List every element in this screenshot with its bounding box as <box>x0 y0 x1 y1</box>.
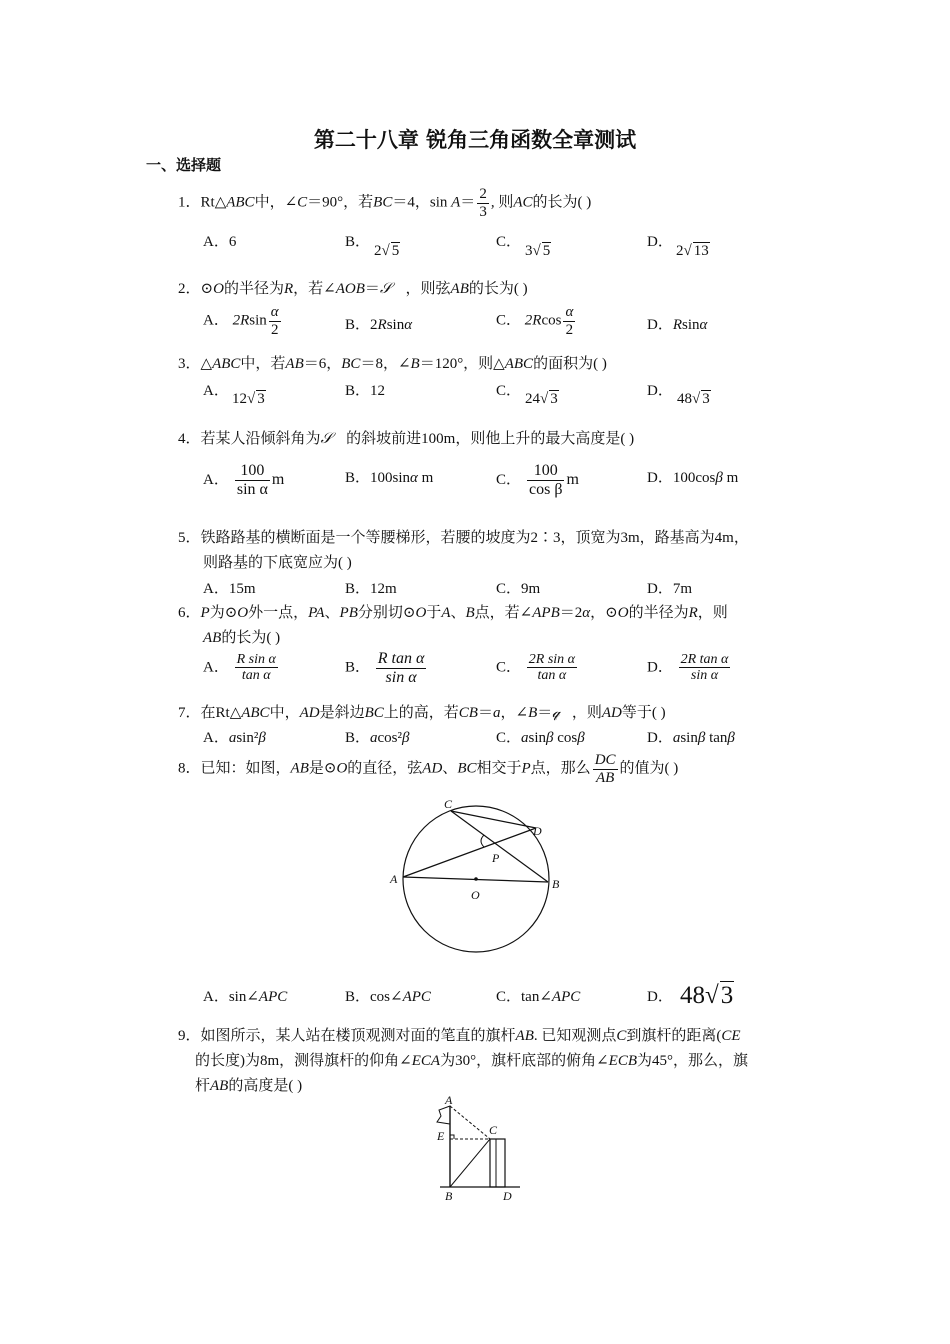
question-4 <box>178 427 634 448</box>
q3-option-c-value: 24√ 3 <box>525 391 558 407</box>
q2-opt-label: C． <box>496 312 522 329</box>
q6-var: APB <box>532 605 560 621</box>
q6-opt-fraction <box>527 652 577 684</box>
q6-text: 点，若∠ <box>474 605 533 621</box>
q4-text: 若某人沿倾斜角为 <box>200 431 321 447</box>
q6-var: P <box>200 605 210 621</box>
q8-fraction <box>593 752 618 786</box>
q7-text: 是斜边 <box>319 705 365 721</box>
q1-text: , 则 <box>490 194 514 211</box>
q6-var: B <box>465 605 475 621</box>
q7-fn: sin² <box>236 730 259 746</box>
q3-text: 的面积为( ) <box>533 356 607 372</box>
q8-option-d[interactable]: D． <box>647 989 673 1005</box>
q8-text: 、 <box>442 760 458 777</box>
q2-opt-coef: 2R <box>232 312 250 329</box>
q1-text: 中，∠ <box>254 194 298 211</box>
q7-var: ABC <box>241 705 270 721</box>
q8-number: 8． <box>178 760 201 777</box>
q2-option-c[interactable] <box>496 304 577 338</box>
section-heading: 一、选择题 <box>146 156 222 174</box>
segment-cb <box>450 1139 490 1187</box>
q4-text: 的斜坡前进100m，则他上升的最大高度是( ) <box>346 431 635 447</box>
q6-var: AB <box>203 630 222 646</box>
q5-line-2: 则路基的下底宽应为( ) <box>203 555 352 571</box>
q1-sin: sin <box>429 194 448 211</box>
question-2 <box>178 277 528 298</box>
question-6 <box>178 601 728 622</box>
radical-coef: 48 <box>677 391 692 407</box>
q2-text: ⊙ <box>200 281 214 297</box>
q1-var: A <box>451 194 461 211</box>
q6-text: 为⊙ <box>209 605 238 621</box>
q8-text: 相交于 <box>476 760 522 777</box>
q8-var: P <box>521 760 531 777</box>
radicand: 3 <box>550 391 558 407</box>
q3-text: △ <box>200 356 213 372</box>
q9-line-2 <box>195 1049 748 1070</box>
q4-unit: m <box>722 470 739 486</box>
page-title: 第二十八章 锐角三角函数全章测试 <box>313 128 637 152</box>
q6-frac-num: R sin α <box>236 652 276 667</box>
q5-option-c[interactable]: C．9m <box>496 581 541 597</box>
q7-var: β <box>546 730 554 746</box>
q9-var: AB <box>515 1028 534 1044</box>
q3-text: 中，若 <box>240 356 286 372</box>
q6-var: A <box>441 605 451 621</box>
q7-text: 中， <box>269 705 300 721</box>
q2-option-b[interactable] <box>345 313 412 334</box>
q7-option-d[interactable] <box>647 726 735 747</box>
q8-text: 点，那么 <box>530 760 591 777</box>
label-a: A <box>445 1093 453 1107</box>
q2-opt-coef: 2R <box>524 312 542 329</box>
radical-coef: 24 <box>525 391 540 407</box>
q5-line-1: 铁路路基的横断面是一个等腰梯形，若腰的坡度为2∶3，顶宽为3m，路基高为4m， <box>200 530 749 546</box>
q7-option-a[interactable] <box>203 726 266 747</box>
q6-frac-den: tan α <box>241 668 271 684</box>
q2-opt-label: A． <box>203 312 229 329</box>
q3-option-a[interactable]: A． <box>203 383 229 399</box>
q2-text: 的长为( ) <box>468 281 528 297</box>
q2-var: AB <box>450 281 469 297</box>
q9-text: 的长度)为8m，测得旗杆的仰角∠ <box>195 1053 412 1069</box>
q8-opt-label: A．sin∠ <box>203 989 259 1005</box>
radical-coef: 48 <box>680 982 705 1009</box>
q7-var: BC <box>364 705 384 721</box>
q7-text: ，则 <box>571 705 602 721</box>
q8-option-c[interactable] <box>496 985 580 1006</box>
q6-var: PB <box>339 605 358 621</box>
q6-var: O <box>237 605 249 621</box>
q8-opt-label: B．cos∠ <box>345 989 403 1005</box>
q9-var: ECB <box>608 1053 637 1069</box>
q6-frac-den: sin α <box>690 668 719 684</box>
q6-text: 外一点， <box>248 605 309 621</box>
q4-frac-num: 100 <box>527 462 564 481</box>
q6-opt-fraction <box>376 650 427 686</box>
q4-var: β <box>715 470 723 486</box>
q2-var: α <box>699 317 708 333</box>
q2-opt-fn: cos <box>541 312 562 329</box>
q1-opt-label: C． <box>496 234 522 250</box>
q1-text: 的长为( ) <box>532 194 592 211</box>
q2-var: R <box>283 281 294 297</box>
alpha-symbol-icon: 𝒮 <box>320 431 333 447</box>
q2-frac-den: 2 <box>565 321 574 338</box>
label-b: B <box>445 1189 453 1203</box>
q6-text: 的半径为 <box>628 605 689 621</box>
q1-text: ＝4， <box>392 194 430 211</box>
flag-icon <box>437 1106 450 1124</box>
q6-var: O <box>415 605 427 621</box>
q7-fn: cos <box>553 730 578 746</box>
q2-text: 的半径为 <box>223 281 284 297</box>
q6-opt-label: A． <box>203 659 229 676</box>
label-c: C <box>444 797 453 811</box>
q6-opt-fraction <box>679 652 731 684</box>
q7-opt-label: C． <box>496 730 522 746</box>
radical-coef: 2 <box>374 243 382 259</box>
label-d: D <box>533 824 542 838</box>
q9-text: 杆 <box>195 1078 211 1094</box>
q1-number: 1． <box>178 194 201 211</box>
q9-var: CE <box>721 1028 741 1044</box>
q2-var: R <box>672 317 683 333</box>
q6-option-a[interactable] <box>203 652 280 684</box>
q2-opt-fraction <box>269 304 281 338</box>
q7-var: a <box>672 730 681 746</box>
q1-var: ABC <box>226 194 255 211</box>
center-dot <box>474 877 478 881</box>
building <box>490 1139 505 1187</box>
q2-opt-fn: sin <box>249 312 267 329</box>
q7-opt-label: B． <box>345 730 371 746</box>
q6-text: 于 <box>426 605 442 621</box>
q1-opt-label: D． <box>647 234 673 250</box>
q9-text: . 已知观测点 <box>533 1028 617 1044</box>
q3-option-a-value: 12√ 3 <box>232 391 265 407</box>
angle-arc <box>481 835 484 847</box>
q1-var: AC <box>513 194 533 211</box>
q8-circle-diagram <box>380 795 580 955</box>
q7-fn: sin <box>680 730 698 746</box>
q2-option-d[interactable] <box>647 313 707 334</box>
q4-frac-den: sin α <box>236 480 268 498</box>
q6-text: ＝2 <box>559 605 583 621</box>
q6-var: R <box>688 605 698 621</box>
q1-option-c[interactable] <box>496 230 521 251</box>
radical-coef: 3 <box>525 243 533 259</box>
q7-text: ，∠ <box>500 705 529 721</box>
q6-line-2 <box>203 626 280 647</box>
q7-text: 等于( ) <box>621 705 666 721</box>
q2-opt-fn: sin <box>386 317 405 333</box>
q2-opt-fn: sin <box>682 317 700 333</box>
alpha-symbol-icon: 𝒮 <box>379 281 392 297</box>
q1-text: ＝90°，若 <box>307 194 374 211</box>
q4-opt-label: A． <box>203 471 229 488</box>
q9-line-3 <box>195 1074 302 1095</box>
q2-opt-label: B．2 <box>345 317 378 333</box>
q7-fn: sin <box>528 730 547 746</box>
q6-number: 6． <box>178 605 201 621</box>
q3-option-c[interactable]: C． <box>496 383 522 399</box>
q2-frac-den: 2 <box>270 321 279 338</box>
question-5 <box>178 526 749 547</box>
q6-text: 分别切⊙ <box>357 605 416 621</box>
q6-opt-label: D． <box>647 659 673 676</box>
q5-option-a[interactable]: A．15m <box>203 581 256 597</box>
radicand: 3 <box>257 391 265 407</box>
q7-var: a <box>228 730 237 746</box>
q6-text: 的长为( ) <box>221 630 281 646</box>
q6-option-c[interactable] <box>496 652 579 684</box>
q4-var: α <box>410 470 418 486</box>
label-d: D <box>503 1189 512 1203</box>
q6-text: ，⊙ <box>590 605 618 621</box>
q4-unit: m <box>271 470 285 488</box>
radicand: 3 <box>720 982 734 1009</box>
q3-var: BC <box>341 356 361 372</box>
q2-text: ，若∠ <box>293 281 336 297</box>
q7-opt-label: D． <box>647 730 673 746</box>
q8-var: O <box>336 760 348 777</box>
q6-frac-num: 2R sin α <box>528 652 576 667</box>
q1-frac-den: 3 <box>479 203 487 220</box>
radicand: 5 <box>391 243 400 259</box>
q9-var: AB <box>210 1078 229 1094</box>
q7-text: 上的高，若 <box>383 705 459 721</box>
radicand: 3 <box>702 391 710 407</box>
q4-opt-fraction <box>235 462 270 498</box>
q1-opt-label: B． <box>345 234 371 250</box>
q2-opt-label: D． <box>647 317 673 333</box>
q1-text: Rt△ <box>200 194 227 211</box>
q2-var: R <box>377 317 387 333</box>
q4-option-b[interactable] <box>345 466 433 487</box>
q4-option-a[interactable] <box>203 462 284 498</box>
q9-text: 如图所示，某人站在楼顶观测对面的笔直的旗杆 <box>200 1028 516 1044</box>
q7-var: B <box>528 705 538 721</box>
q1-option-b[interactable] <box>345 230 370 251</box>
q4-number: 4． <box>178 431 201 447</box>
radical-coef: 12 <box>232 391 247 407</box>
q4-unit: m <box>566 470 579 488</box>
q8-text: 已知：如图， <box>200 760 291 777</box>
q7-var: CB <box>458 705 478 721</box>
q1-option-d-value: 2√ 13 <box>676 243 709 259</box>
q6-var: O <box>617 605 629 621</box>
q9-number: 9． <box>178 1028 201 1044</box>
q1-option-c-value: 3√ 5 <box>525 243 551 259</box>
q9-text: 的高度是( ) <box>228 1078 303 1094</box>
label-o: O <box>471 888 480 902</box>
q1-option-a[interactable]: A．6 <box>203 234 237 250</box>
q7-var: β <box>697 730 706 746</box>
q8-var: BC <box>457 760 477 777</box>
q6-text: ，则 <box>697 605 728 621</box>
beta-symbol-icon: 𝓆 <box>552 705 560 721</box>
q3-text: ＝120°，则△ <box>419 356 505 372</box>
q6-opt-label: C． <box>496 659 522 676</box>
chord-ad <box>403 828 536 877</box>
segment-ca <box>450 1106 490 1139</box>
q7-var: AD <box>601 705 622 721</box>
q2-var: AOB <box>335 281 365 297</box>
q6-opt-label: B． <box>345 659 371 676</box>
q7-var: a <box>521 730 529 746</box>
q6-var: α <box>582 605 591 621</box>
q6-text: 、 <box>324 605 340 621</box>
q3-var: AB <box>285 356 304 372</box>
q7-fn: cos² <box>377 730 403 746</box>
q5-option-d[interactable]: D．7m <box>647 581 693 597</box>
label-e: E <box>437 1129 445 1143</box>
segment-cd <box>451 811 536 828</box>
q1-frac-num: 2 <box>479 186 487 202</box>
q7-text: 在Rt△ <box>200 705 242 721</box>
q7-option-c[interactable] <box>496 726 585 747</box>
q7-var: AD <box>299 705 320 721</box>
q7-fn: tan <box>705 730 728 746</box>
q2-frac-num: α <box>565 304 574 320</box>
q7-text: ＝ <box>537 705 553 721</box>
q7-var: β <box>402 730 410 746</box>
q8-var: APC <box>402 989 431 1005</box>
q2-opt-fraction <box>563 304 575 338</box>
q3-option-b[interactable]: B．12 <box>345 383 386 399</box>
question-8 <box>178 752 678 786</box>
q3-var: ABC <box>212 356 241 372</box>
q6-frac-den: sin α <box>385 668 417 686</box>
label-c: C <box>489 1123 498 1137</box>
q7-var: β <box>258 730 266 746</box>
q8-text: 的直径，弦 <box>347 760 423 777</box>
q2-var: α <box>404 317 413 333</box>
q8-option-a[interactable] <box>203 985 287 1006</box>
q4-opt-label: D．100cos <box>647 470 716 486</box>
q3-text: ＝8，∠ <box>360 356 411 372</box>
q3-option-d-value: 48√ 3 <box>677 391 710 407</box>
q4-unit: m <box>417 470 434 486</box>
q6-frac-num: 2R tan α <box>680 652 729 667</box>
q2-text: ，则弦 <box>405 281 451 297</box>
q9-text: 为30°，旗杆底部的俯角∠ <box>440 1053 609 1069</box>
q8-frac-den: AB <box>595 769 615 786</box>
question-9 <box>178 1024 741 1045</box>
radicand: 5 <box>542 243 551 259</box>
q7-text: ＝ <box>477 705 493 721</box>
q3-option-d[interactable]: D． <box>647 383 673 399</box>
question-1 <box>178 186 591 220</box>
q3-var: B <box>410 356 420 372</box>
q1-var: C <box>297 194 308 211</box>
q4-opt-label: B．100sin <box>345 470 411 486</box>
q7-var: β <box>577 730 585 746</box>
q6-option-d[interactable] <box>647 652 732 684</box>
q4-frac-num: 100 <box>235 462 270 481</box>
q4-option-d[interactable] <box>647 466 738 487</box>
q8-var: AD <box>422 760 443 777</box>
q8-frac-num: DC <box>594 752 616 768</box>
q9-text: 到旗杆的距离( <box>626 1028 722 1044</box>
q8-var: AB <box>290 760 309 777</box>
q6-var: PA <box>308 605 325 621</box>
q6-opt-fraction <box>235 652 278 684</box>
q6-option-b[interactable] <box>345 650 428 686</box>
q7-number: 7． <box>178 705 201 721</box>
label-a: A <box>390 872 398 886</box>
q6-frac-num: R tan α <box>377 650 425 667</box>
q3-number: 3． <box>178 356 201 372</box>
question-7 <box>178 701 666 722</box>
q5-number: 5． <box>178 530 201 546</box>
radical-coef: 2 <box>676 243 684 259</box>
q7-option-b[interactable] <box>345 726 410 747</box>
label-p: P <box>492 851 500 865</box>
chord-bc <box>451 811 548 882</box>
q7-var: a <box>370 730 378 746</box>
q1-eq: ＝ <box>460 194 476 211</box>
q3-text: ＝6， <box>303 356 342 372</box>
q2-number: 2． <box>178 281 201 297</box>
q6-text: 、 <box>450 605 466 621</box>
q1-var: BC <box>373 194 393 211</box>
q6-frac-den: tan α <box>537 668 567 684</box>
q9-text: 为45°，那么，旗 <box>637 1053 748 1069</box>
q4-opt-fraction <box>527 462 564 498</box>
q8-option-d-value: 48√3 <box>680 982 734 1009</box>
q5-option-b[interactable]: B．12m <box>345 581 397 597</box>
q1-fraction <box>477 186 489 220</box>
q7-var: β <box>727 730 735 746</box>
label-b: B <box>552 877 560 891</box>
q2-var: O <box>213 281 224 297</box>
q8-var: APC <box>258 989 288 1005</box>
q1-option-d[interactable] <box>647 230 673 251</box>
radicand: 13 <box>693 243 709 259</box>
question-3 <box>178 352 607 373</box>
q8-option-b[interactable] <box>345 985 431 1006</box>
q2-option-a[interactable] <box>203 304 283 338</box>
q2-text: ＝ <box>364 281 380 297</box>
q8-text: 是⊙ <box>308 760 337 777</box>
q3-var: ABC <box>504 356 534 372</box>
q2-frac-num: α <box>270 304 279 320</box>
q7-var: a <box>492 705 501 721</box>
q4-frac-den: cos β <box>529 480 563 498</box>
q9-flagpole-diagram <box>425 1092 535 1207</box>
q9-var: ECA <box>411 1053 441 1069</box>
q8-var: APC <box>551 989 581 1005</box>
q9-var: C <box>616 1028 627 1044</box>
q4-opt-label: C． <box>496 471 522 488</box>
q7-opt-label: A． <box>203 730 229 746</box>
q4-option-c[interactable] <box>496 462 579 498</box>
q8-text: 的值为( ) <box>619 760 679 777</box>
q1-option-b-value: 2√ 5 <box>374 243 400 259</box>
q8-opt-label: C．tan∠ <box>496 989 552 1005</box>
